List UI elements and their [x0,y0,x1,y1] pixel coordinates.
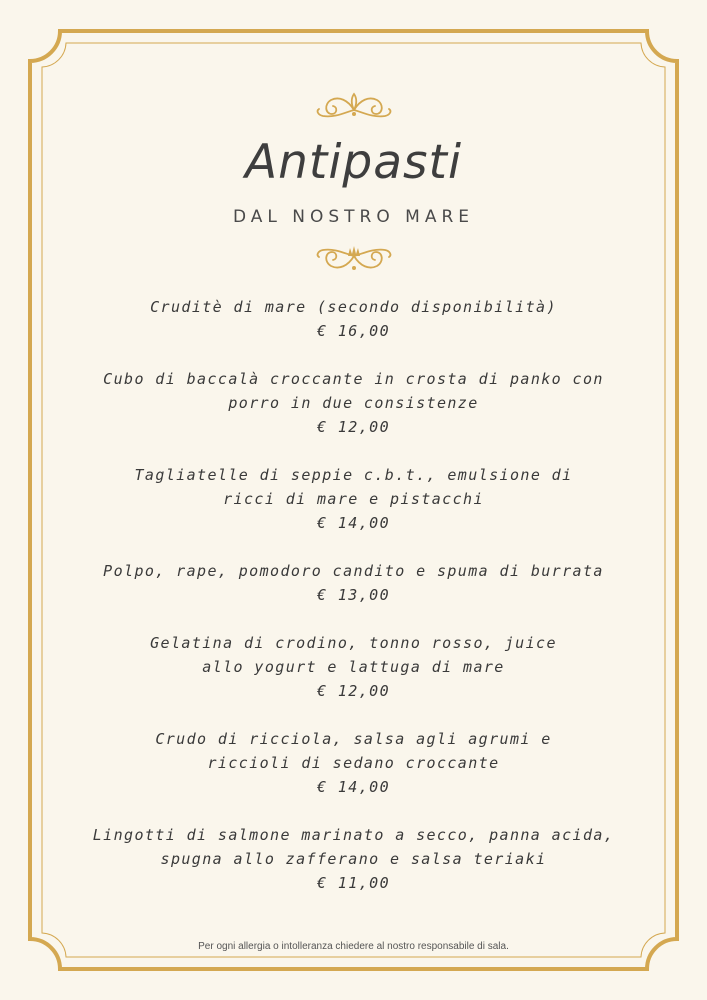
menu-item-price: € 11,00 [316,874,390,892]
page-title: Antipasti [244,135,463,190]
menu-item-name: Tagliatelle di seppie c.b.t., emulsione di ricci di mare e pistacchi [134,466,573,508]
menu-item-name: Cruditè di mare (secondo disponibilità) [150,298,557,316]
page-subtitle: DAL NOSTRO MARE [232,207,474,227]
menu-item-name: Polpo, rape, pomodoro candito e spuma di burrata [103,562,604,580]
menu-items [80,295,627,919]
menu-item-price: € 12,00 [316,418,390,436]
menu-item-price: € 16,00 [316,322,390,340]
flourish-ornament-icon [313,90,395,126]
menu-item-price: € 12,00 [316,682,390,700]
menu-item-name: Crudo di ricciola, salsa agli agrumi e riccioli di sedano croccante [155,730,552,772]
flourish-ornament-icon [313,240,395,276]
allergy-note: Per ogni allergia o intolleranza chiedere al nostro responsabile di sala. [198,941,509,952]
menu-item [80,727,627,799]
menu-item [80,295,627,343]
menu-item-name: Lingotti di salmone marinato a secco, panna acida, spugna allo zafferano e salsa teriaki [92,826,615,868]
menu-item [80,463,627,535]
menu-item [80,367,627,439]
menu-item-price: € 13,00 [316,586,390,604]
menu-item [80,559,627,607]
menu-item [80,631,627,703]
menu-item-name: Cubo di baccalà croccante in crosta di panko con porro in due consistenze [103,370,604,412]
menu-item-price: € 14,00 [316,778,390,796]
menu-item [80,823,627,895]
menu-item-name: Gelatina di crodino, tonno rosso, juice allo yogurt e lattuga di mare [150,634,557,676]
menu-item-price: € 14,00 [316,514,390,532]
